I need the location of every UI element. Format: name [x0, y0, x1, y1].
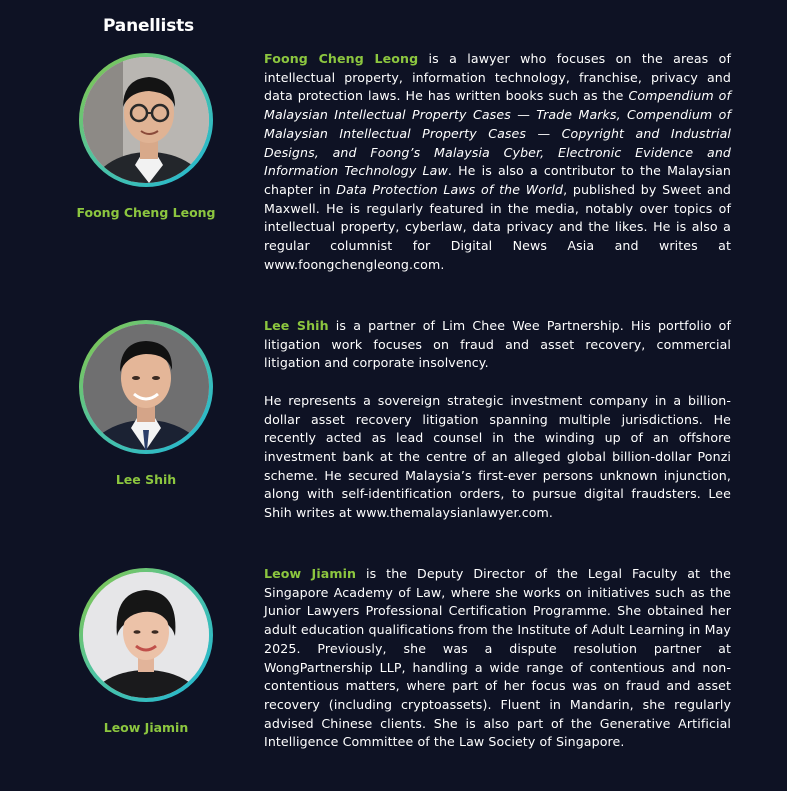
- bio-text: is a partner of Lim Chee Wee Partnership. His portfolio of litigation work focuses on fraud and asset recovery, commercial litigation and corporate insolvency.: [264, 318, 731, 371]
- panelist-leow-jiamin: [0, 568, 787, 791]
- panelist-bio: [264, 565, 731, 752]
- bio-name-highlight: Foong Cheng Leong: [264, 51, 419, 66]
- panelist-name-caption: Foong Cheng Leong: [76, 205, 216, 220]
- portrait-photo: [83, 324, 209, 450]
- portrait-photo: [83, 572, 209, 698]
- bio-book-title: Data Protection Laws of the World: [336, 181, 564, 197]
- avatar-ring: [79, 53, 213, 187]
- bio-text: . He is also a contributor to the Malaysian chapter in: [264, 163, 732, 197]
- panelist-bio: [264, 50, 731, 274]
- bio-book-titles: Compendium of Malaysian Intellectual Property Cases — Trade Marks, Compendium of Malaysian Intellectual Property Cases — Copyright and Industrial Designs, and Foong’s Malaysia Cyber, Electronic Evidence and Information Technology Law: [264, 88, 731, 179]
- avatar-leow-jiamin: [83, 572, 209, 698]
- bio-text: is a lawyer who focuses on the areas of intellectual property, information technology, franchise, privacy and data protection laws. He has written books such as the: [264, 51, 731, 104]
- panelist-bio: [264, 317, 731, 523]
- avatar-ring: [79, 320, 213, 454]
- bio-text: is the Deputy Director of the Legal Faculty at the Singapore Academy of Law, where she works on initiatives such as the Junior Lawyers Professional Certification Programme. She obtained her adult education qualifications from the Institute of Adult Learning in May 2025. Previously, she was a dispute resolution partner at WongPartnership LLP, handling a wide range of contentious and non-contentious matters, where part of her focus was on fraud and asset recovery (including cryptoassets). Fluent in Mandarin, she regularly advised Chinese clients. She is also part of the Generative Artificial Intelligence Committee of the Law Society of Singapore.: [264, 566, 731, 750]
- panelist-name-caption: Lee Shih: [115, 472, 177, 487]
- portrait-photo: [83, 57, 209, 183]
- avatar-lee-shih: [83, 324, 209, 450]
- avatar-foong-cheng-leong: [83, 57, 209, 183]
- avatar-ring: [79, 568, 213, 702]
- panelist-name-caption: Leow Jiamin: [103, 720, 189, 735]
- bio-text: , published by Sweet and Maxwell. He is regularly featured in the media, notably over topics of intellectual property, cyberlaw, data privacy and the likes. He is also a regular columnist for Digital News Asia and writes at www.foongchengleong.com.: [264, 181, 731, 272]
- bio-name-highlight: Leow Jiamin: [264, 566, 357, 581]
- section-title: Panellists: [103, 16, 194, 36]
- bio-name-highlight: Lee Shih: [264, 318, 329, 333]
- bio-paragraph: He represents a sovereign strategic investment company in a billion-dollar asset recovery litigation spanning multiple jurisdictions. He recently acted as lead counsel in the winding up of an offshore investment bank at the centre of an alleged global billion-dollar Ponzi scheme. He secured Malaysia’s first-ever persons unknown injunction, along with self-identification orders, to pursue digital fraudsters. Lee Shih writes at www.themalaysianlawyer.com.: [264, 392, 731, 521]
- panelist-lee-shih: [0, 320, 787, 540]
- panelist-foong-cheng-leong: [0, 53, 787, 283]
